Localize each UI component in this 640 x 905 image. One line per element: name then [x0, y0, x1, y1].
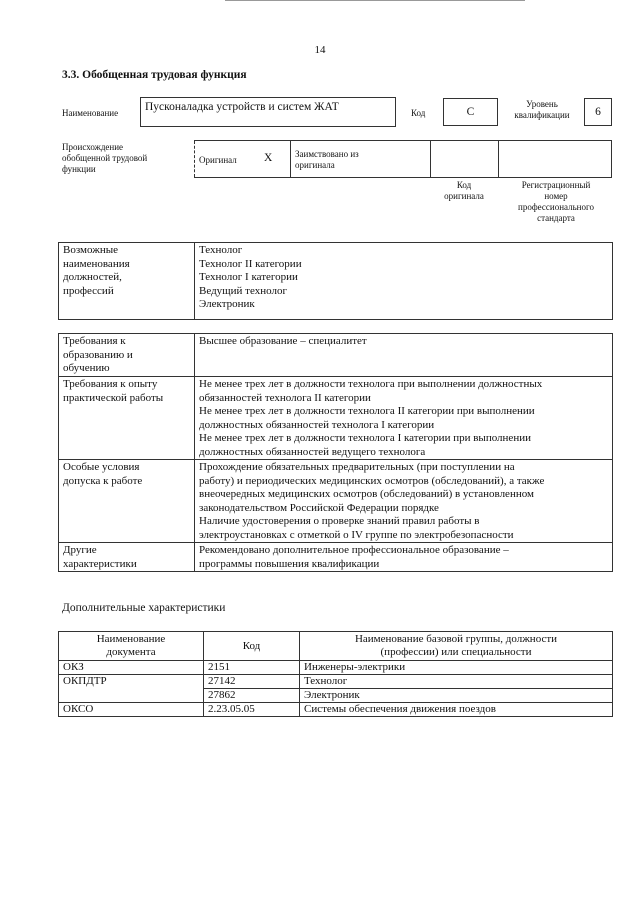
code-cell: 27862 [204, 689, 300, 703]
special-line: электроустановках с отметкой о IV группе по электробезопасности [199, 528, 514, 541]
special-line: работу) и периодических медицинских осмотров (обследований), а также [199, 474, 545, 487]
position-item: Технолог [199, 244, 243, 256]
position-item: Технолог I категории [199, 271, 298, 283]
code-original-caption [432, 180, 496, 202]
col-doc-header-line: документа [106, 646, 156, 658]
origin-divider-3 [498, 141, 500, 177]
page-number: 14 [314, 44, 326, 56]
positions-label-line: Возможные [63, 244, 118, 256]
col-name-header-line: (профессии) или специальности [380, 646, 532, 658]
special-value-cell [195, 460, 613, 543]
level-value-box [584, 98, 612, 126]
positions-label-cell [59, 243, 195, 320]
experience-row [59, 377, 613, 460]
additional-title: Дополнительные характеристики [62, 602, 226, 614]
level-value: 6 [595, 106, 601, 118]
special-conditions-row [59, 460, 613, 543]
other-label-line: Другие [63, 544, 97, 556]
table-row [59, 703, 613, 717]
origin-label [62, 142, 147, 175]
name-cell: Электроник [300, 689, 613, 703]
additional-table [58, 631, 613, 717]
col-name-header [300, 632, 613, 661]
reg-caption-line-1: Регистрационный [521, 180, 591, 190]
education-row [59, 334, 613, 377]
special-label-line: Особые условия [63, 461, 140, 473]
special-label-cell [59, 460, 195, 543]
code-cell: 2151 [204, 661, 300, 675]
name-cell: Технолог [300, 675, 613, 689]
positions-row [59, 243, 613, 320]
education-label-line: Требования к [63, 335, 126, 347]
section-title: 3.3. Обобщенная трудовая функция [62, 69, 247, 81]
education-label-line: обучению [63, 362, 110, 374]
special-line: законодательством Российской Федерации порядке [199, 501, 439, 514]
positions-list-cell [195, 243, 613, 320]
origin-divider-1 [290, 141, 292, 177]
experience-label-line: Требования к опыту [63, 378, 158, 390]
experience-line: Не менее трех лет в должности технолога II категории при выполнении [199, 405, 535, 417]
name-label: Наименование [62, 108, 119, 118]
special-line: Наличие удостоверения о проверке знаний правил работы в [199, 515, 480, 527]
code-cell: 2.23.05.05 [204, 703, 300, 717]
other-line: Рекомендовано дополнительное профессиональное образование – [199, 544, 509, 556]
position-item: Технолог II категории [199, 257, 302, 270]
level-label [503, 99, 581, 121]
table-row [59, 675, 613, 689]
borrowed-label [295, 149, 359, 171]
positions-label-line: профессий [63, 284, 114, 297]
experience-line: должностных обязанностей ведущего технолога [199, 445, 426, 458]
col-name-header-line: Наименование базовой группы, должности [354, 633, 558, 645]
special-line: Прохождение обязательных предварительных (при поступлении на [199, 461, 515, 473]
origin-divider-2 [430, 141, 432, 177]
code-caption-line-1: Код [456, 180, 472, 190]
experience-line: должностных обязанностей технолога I категории [199, 418, 435, 431]
other-label-line: характеристики [63, 557, 137, 570]
experience-line: обязанностей технолога II категории [199, 391, 371, 404]
education-label-line: образованию и [63, 348, 133, 361]
special-line: внеочередных медицинских осмотров (обследований) в установленном [199, 488, 534, 500]
origin-label-line-2: обобщенной трудовой [62, 153, 148, 163]
additional-header-row [59, 632, 613, 661]
original-mark: X [264, 152, 273, 164]
code-caption-line-2: оригинала [444, 191, 484, 201]
top-border-line [225, 0, 525, 3]
other-label-cell [59, 543, 195, 572]
doc-cell: ОКПДТР [59, 675, 204, 703]
experience-label-cell [59, 377, 195, 460]
col-doc-header-line: Наименование [96, 633, 166, 645]
level-label-line-1: Уровень [526, 99, 558, 109]
position-item: Электроник [199, 298, 255, 310]
name-value: Пусконаладка устройств и систем ЖАТ [145, 101, 339, 113]
level-label-line-2: квалификации [514, 110, 570, 120]
name-cell: Инженеры-электрики [300, 661, 613, 675]
experience-label-line: практической работы [63, 391, 164, 404]
code-value-box [443, 98, 498, 126]
other-characteristics-row [59, 543, 613, 572]
experience-value-cell [195, 377, 613, 460]
original-label: Оригинал [199, 155, 237, 165]
doc-cell: ОКЗ [59, 661, 204, 675]
positions-label-line: наименования [63, 257, 130, 270]
other-value-cell [195, 543, 613, 572]
doc-cell: ОКСО [59, 703, 204, 717]
col-doc-header [59, 632, 204, 661]
experience-line: Не менее трех лет в должности технолога при выполнении должностных [199, 378, 543, 390]
education-value: Высшее образование – специалитет [199, 335, 367, 347]
education-value-cell [195, 334, 613, 377]
origin-box [194, 140, 612, 178]
borrowed-label-line-1: Заимствовано из [295, 149, 359, 159]
special-label-line: допуска к работе [63, 474, 143, 487]
borrowed-label-line-2: оригинала [295, 160, 335, 170]
table-row [59, 661, 613, 675]
position-item: Ведущий технолог [199, 284, 287, 297]
code-cell: 27142 [204, 675, 300, 689]
origin-left-dashed [194, 141, 196, 177]
origin-label-line-3: функции [62, 164, 96, 174]
reg-caption-line-4: стандарта [537, 213, 575, 223]
name-value-box [140, 97, 396, 127]
reg-caption-line-3: профессионального [518, 202, 594, 212]
code-value: C [466, 106, 475, 118]
origin-label-line-1: Происхождение [62, 142, 124, 152]
education-label-cell [59, 334, 195, 377]
reg-caption-line-2: номер [544, 191, 568, 201]
experience-line: Не менее трех лет в должности технолога I категории при выполнении [199, 432, 531, 444]
positions-table [58, 242, 613, 320]
code-label: Код [411, 108, 426, 118]
col-code-header: Код [204, 632, 300, 661]
other-line: программы повышения квалификации [199, 557, 380, 570]
positions-label-line: должностей, [63, 271, 122, 283]
name-cell: Системы обеспечения движения поездов [300, 703, 613, 717]
requirements-table [58, 333, 613, 572]
reg-number-caption [500, 180, 612, 224]
